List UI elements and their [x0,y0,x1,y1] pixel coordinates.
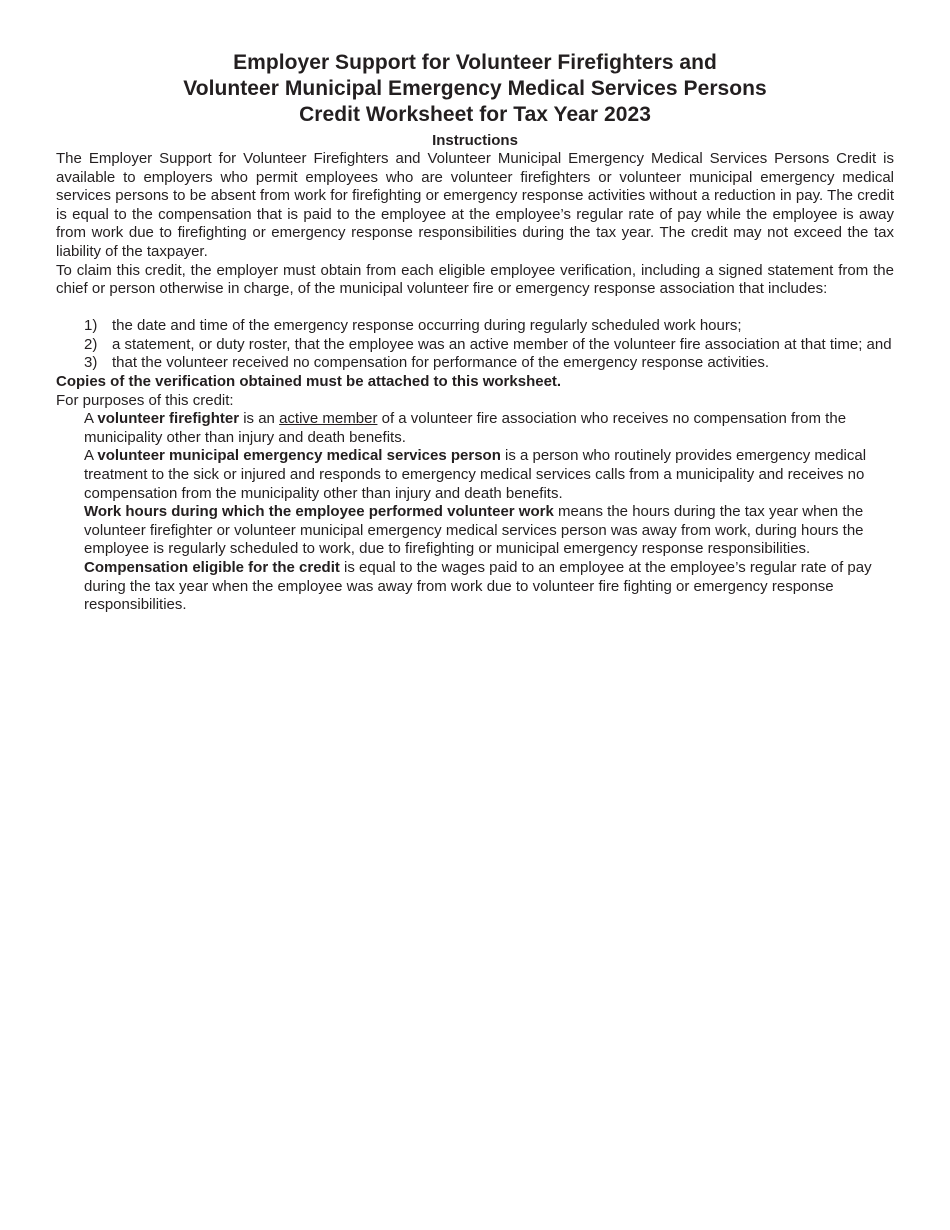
list-item-text: a statement, or duty roster, that the employee was an active member of the volunteer fire association at that time; and [112,335,892,353]
definition-text: is a person who routinely provides emergency medical treatment to the sick or injured and responds to emergency medical services calls from a municipality and receives no compensation from the municipality other than injury and death benefits. [84,447,867,502]
claim-paragraph: To claim this credit, the employer must obtain from each eligible employee verification, including a signed statement from the chief or person otherwise in charge, of the municipal volunteer fire or emergency response association that includes: [56,261,894,298]
definition-text: of a volunteer fire association who receives no compensation from the municipality other than injury and death benefits. [84,410,847,446]
intro-paragraph: The Employer Support for Volunteer Firefighters and Volunteer Municipal Emergency Medical Services Persons Credit is available to employers who permit employees who are volunteer firefighters or volunteer municipal emergency medical services persons to be absent from work for firefighting or emergency response activities without a reduction in pay. The credit is equal to the compensation that is paid to the employee at the employee’s regular rate of pay while the employee is away from work due to firefighting or emergency response responsibilities during the tax year. The credit may not exceed the tax liability of the taxpayer. [56,150,894,260]
list-item [84,354,894,373]
list-item-text: the date and time of the emergency response occurring during regularly scheduled work hours; [112,317,742,335]
instructions-body [56,150,894,615]
definition-volunteer-firefighter [84,410,894,447]
definition-term: Work hours during which the employee performed volunteer work [84,503,554,521]
definition-text: means the hours during the tax year when the volunteer firefighter or volunteer municipal emergency medical services person was away from work, during hours the employee is regularly scheduled to work, due to firefighting or municipal emergency response responsibilities. [84,503,864,558]
worksheet-header [56,50,894,150]
title-line-3: Credit Worksheet for Tax Year 2023 [299,103,651,126]
list-item [84,317,894,336]
title-line-1: Employer Support for Volunteer Firefighters and [233,51,717,74]
definition-work-hours [84,503,894,559]
definition-volunteer-ems-person [84,447,894,503]
definition-connector: is an [239,410,280,428]
definition-term: Compensation eligible for the credit [84,558,340,576]
purposes-intro: For purposes of this credit: [56,391,234,409]
definition-text: is equal to the wages paid to an employee at the employee’s regular rate of pay during the tax year when the employee was away from work due to volunteer fire fighting or emergency response responsibilities. [84,558,872,614]
definition-term: volunteer municipal emergency medical services person [97,447,501,465]
list-item-number: 3) [84,354,98,372]
list-item-text: that the volunteer received no compensation for performance of the emergency response activities. [112,354,770,372]
definition-prefix: A [84,410,98,428]
active-member-term: active member [279,410,378,428]
title-line-2: Volunteer Municipal Emergency Medical Services Persons [183,77,767,100]
instructions-heading: Instructions [432,132,518,149]
definition-term: volunteer firefighter [97,410,240,428]
attach-note: Copies of the verification obtained must be attached to this worksheet. [56,373,562,391]
requirements-list [56,317,894,373]
list-item [84,336,894,355]
definitions-section [56,410,894,615]
list-item-number: 2) [84,335,98,353]
definition-compensation [84,559,894,615]
definition-prefix: A [84,447,98,465]
list-item-number: 1) [84,317,98,335]
